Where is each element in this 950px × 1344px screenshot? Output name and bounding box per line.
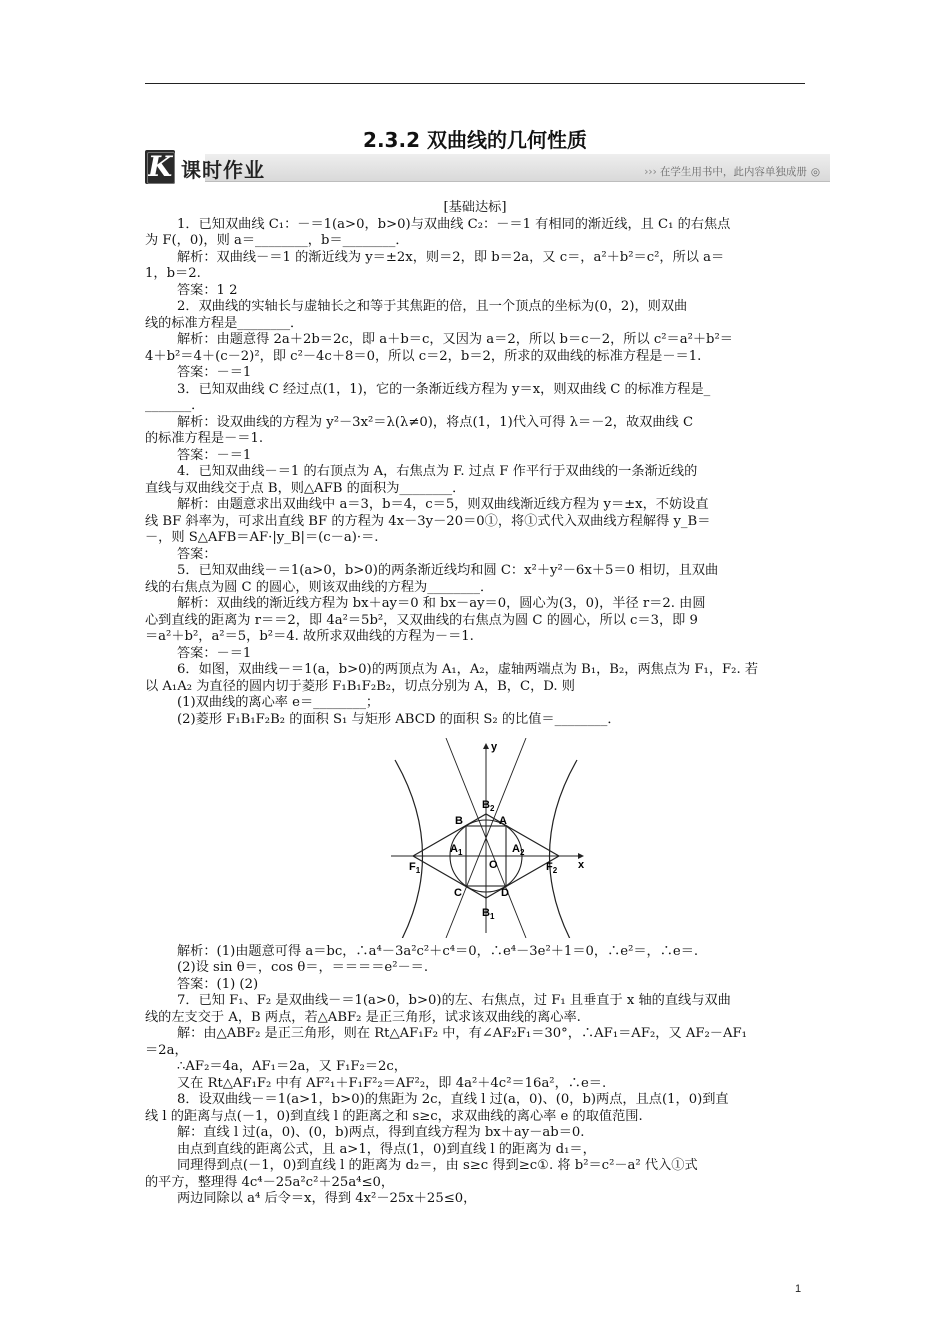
text-line: 线的右焦点为圆 C 的圆心，则该双曲线的方程为________． — [145, 580, 494, 595]
label-a2: $A_2$ — [512, 843, 525, 857]
text-line: 线 BF 斜率为，可求出直线 BF 的方程为 4x－3y－20＝0①，将①式代入双曲线方程解得 y_B＝ — [145, 514, 711, 529]
text-line: 3．已知双曲线 C 经过点(1，1)，它的一条渐近线方程为 y＝x，则双曲线 C 的标准方程是_ — [177, 382, 711, 397]
text-line: 为 F(，0)，则 a＝________，b＝________． — [145, 233, 409, 248]
text-line: 线的左支交于 A，B 两点，若△ABF₂ 是正三角形，试求该双曲线的离心率. — [145, 1010, 581, 1025]
text-line: 1．已知双曲线 C₁：－＝1(a>0，b>0)与双曲线 C₂：－＝1 有相同的渐近线，且 C₁ 的右焦点 — [177, 217, 731, 232]
section-heading: [基础达标] — [443, 200, 507, 215]
text-line: 4．已知双曲线－＝1 的右顶点为 A，右焦点为 F. 过点 F 作平行于双曲线的一条渐近线的 — [177, 464, 698, 479]
text-line: 答案：－＝1 — [177, 646, 252, 661]
text-line: 两边同除以 a⁴ 后令＝x，得到 4x²－25x＋25≤0， — [177, 1191, 477, 1206]
text-line: 答案：－＝1 — [177, 448, 252, 463]
hyperbola-diagram — [383, 738, 603, 938]
text-line: 又在 Rt△AF₁F₂ 中有 AF²₁＋F₁F²₂＝AF²₂，即 4a²＋4c²＝16a²，∴e＝. — [177, 1076, 607, 1091]
label-d: D — [501, 887, 509, 899]
label-f2: $F_2$ — [546, 861, 558, 875]
label-b1: $B_1$ — [482, 907, 495, 921]
text-line: 心到直线的距离为 r＝＝2，即 4a²＝5b²，又双曲线的右焦点为圆 C 的圆心，所以 c＝3，即 9 — [145, 613, 698, 628]
k-logo-icon: K — [145, 150, 175, 184]
label-a1: $A_1$ — [450, 843, 463, 857]
text-line: 解析：(1)由题意可得 a＝bc，∴a⁴－3a²c²＋c⁴＝0，∴e⁴－3e²＋1＝0，∴e²＝，∴e＝. — [177, 944, 699, 959]
text-line: 8．设双曲线－＝1(a>1，b>0)的焦距为 2c，直线 l 过(a，0)、(0，b)两点，且点(1，0)到直 — [177, 1092, 729, 1107]
text-line: (1)双曲线的离心率 e＝________； — [177, 695, 380, 710]
hyperbola-figure — [383, 738, 603, 938]
text-line: 线的标准方程是________． — [145, 316, 304, 331]
text-line: 答案：1 2 — [177, 283, 238, 298]
text-line: 直线与双曲线交于点 B，则△AFB 的面积为________． — [145, 481, 466, 496]
banner-label: 课时作业 — [181, 158, 265, 182]
circle-icon: ◎ — [810, 166, 820, 178]
text-line: 的标准方程是－＝1. — [145, 431, 264, 446]
label-b: B — [455, 815, 463, 827]
text-line: ＝a²＋b²，a²＝5，b²＝4. 故所求双曲线的方程为－＝1. — [145, 629, 474, 644]
text-line: ＝2a， — [145, 1043, 188, 1058]
text-line: (2)菱形 F₁B₁F₂B₂ 的面积 S₁ 与矩形 ABCD 的面积 S₂ 的比值＝________． — [177, 712, 621, 727]
label-f1: $F_1$ — [409, 861, 421, 875]
text-line: 答案：(1) (2) — [177, 977, 259, 992]
hyperbola-left-branch — [395, 760, 423, 938]
text-line: 6．如图，双曲线－＝1(a，b>0)的两顶点为 A₁，A₂，虚轴两端点为 B₁，B₂，两焦点为 F₁，F₂. 若 — [177, 662, 759, 677]
header-rule — [145, 83, 805, 84]
banner-note — [644, 164, 820, 179]
text-line: 由点到直线的距离公式，且 a>1，得点(1，0)到直线 l 的距离为 d₁＝， — [177, 1142, 596, 1157]
text-line: 1，b＝2. — [145, 266, 201, 281]
text-line: 2．双曲线的实轴长与虚轴长之和等于其焦距的倍，且一个顶点的坐标为(0，2)，则双曲 — [177, 299, 688, 314]
text-line: 解析：双曲线的渐近线方程为 bx＋ay＝0 和 bx－ay＝0，圆心为(3，0)，半径 r＝2. 由圆 — [177, 596, 706, 611]
text-line: 5．已知双曲线－＝1(a>0，b>0)的两条渐近线均和圆 C：x²＋y²－6x＋5＝0 相切，且双曲 — [177, 563, 719, 578]
banner-note-text: 在学生用书中，此内容单独成册 — [659, 166, 807, 178]
text-line: 解析：由题意得 2a＋2b＝2c，即 a＋b＝c，又因为 a＝2，所以 b＝c－2，所以 c²＝a²＋b²＝ — [177, 332, 733, 347]
text-line: _______． — [145, 398, 205, 413]
text-line: 答案：－＝1 — [177, 365, 252, 380]
hyperbola-right-branch — [550, 760, 578, 938]
text-line: 的平方，整理得 4c⁴－25a²c²＋25a⁴≤0， — [145, 1175, 395, 1190]
text-line: 7．已知 F₁、F₂ 是双曲线－＝1(a>0，b>0)的左、右焦点，过 F₁ 且垂直于 x 轴的直线与双曲 — [177, 993, 731, 1008]
text-line: 4＋b²＝4＋(c－2)²，即 c²－4c＋8＝0，所以 c＝2，b＝2，所求的双曲线的标准方程是－＝1. — [145, 349, 702, 364]
text-line: 同理得到点(－1，0)到直线 l 的距离为 d₂＝，由 s≥c 得到≥c①. 将 b²＝c²－a² 代入①式 — [177, 1158, 698, 1173]
text-line: 解：由△ABF₂ 是正三角形，则在 Rt△AF₁F₂ 中，有∠AF₂F₁＝30°，∴AF₁＝AF₂，又 AF₂－AF₁ — [177, 1026, 747, 1041]
label-x: x — [578, 859, 585, 871]
arrows-icon: ››› — [644, 166, 657, 178]
label-a: A — [499, 815, 507, 827]
text-line: －，则 S△AFB＝AF·|y_B|＝(c－a)·＝. — [145, 530, 379, 545]
text-line: 答案： — [177, 547, 217, 562]
label-o: O — [489, 859, 498, 871]
label-c: C — [454, 887, 462, 899]
text-line: (2)设 sin θ＝，cos θ＝，＝＝＝＝e²－＝. — [177, 960, 429, 975]
section-banner — [145, 150, 830, 188]
text-line: 以 A₁A₂ 为直径的圆内切于菱形 F₁B₁F₂B₂，切点分别为 A，B，C，D. 则 — [145, 679, 575, 694]
text-line: 解析：由题意求出双曲线中 a＝3，b＝4，c＝5，则双曲线渐近线方程为 y＝±x，不妨设直 — [177, 497, 709, 512]
text-line: 解：直线 l 过(a，0)、(0，b)两点，得到直线方程为 bx＋ay－ab＝0. — [177, 1125, 585, 1140]
text-line: ∴AF₂＝4a，AF₁＝2a，又 F₁F₂＝2c， — [177, 1059, 407, 1074]
label-b2: $B_2$ — [482, 799, 495, 813]
page-number: 1 — [795, 1283, 802, 1295]
text-line: 线 l 的距离与点(－1，0)到直线 l 的距离之和 s≥c，求双曲线的离心率 e 的取值范围. — [145, 1109, 643, 1124]
page-title: 2.3.2 双曲线的几何性质 — [363, 128, 587, 152]
text-line: 解析：双曲线－＝1 的渐近线为 y＝±2x，则＝2，即 b＝2a，又 c＝，a²＋b²＝c²，所以 a＝ — [177, 250, 725, 265]
label-y: y — [491, 741, 498, 753]
text-line: 解析：设双曲线的方程为 y²－3x²＝λ(λ≠0)，将点(1，1)代入可得 λ＝－2，故双曲线 C — [177, 415, 694, 430]
